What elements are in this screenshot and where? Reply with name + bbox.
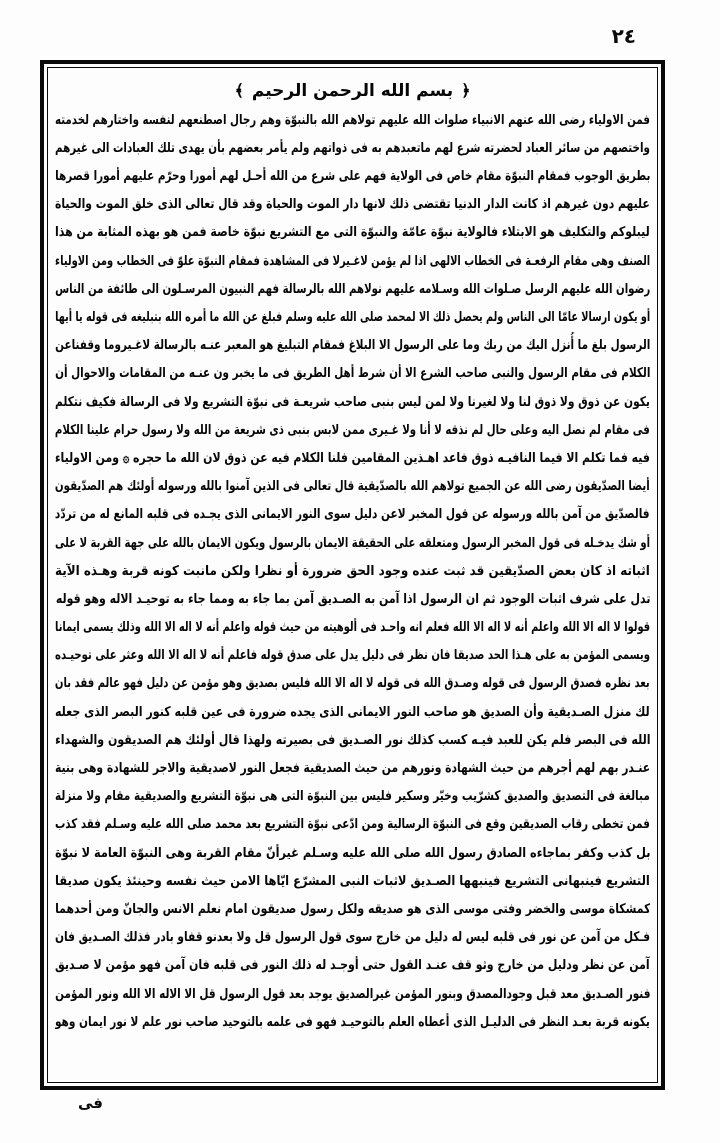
text-line-content: عليهم دون غيرهم اذ كانت الدار الدنيا تقتضى ذلك لانها دار الموت والحياة وقد قال تعالى الذى خلق الموت والحياة xyxy=(55,197,650,213)
text-line-content: كمشكاة موسى والخضر وفتى موسى الذى هو صديقه ولكل رسول صديقون امام نعلم الانس والجانّ ومن أحدهما xyxy=(55,901,650,917)
text-line xyxy=(55,304,650,332)
text-line-content: عنـدر بهم لهم أجرهم من حيث الشهادة ونورهم من حيث الصديقية فجعل النور لاصديقية والاجر للشهادة وهى بنية xyxy=(55,761,650,776)
catchword: فى xyxy=(78,1094,103,1112)
text-line-content: بعد نظره فصدق الرسول فى قوله وصـدق الله فى قوله لا اله الا الله فليس بصديق وهو مؤمن عن دليل فهو عالم فقد بان xyxy=(55,676,650,692)
text-line xyxy=(55,699,650,727)
text-line-content: فمن الاولياء رضى الله عنهم الانبياء صلوات الله عليهم تولاهم الله بالنبوّة وهم رجال اصطنعهم لنفسه واختارهم لخدمته xyxy=(55,112,650,128)
text-line-content: أو يكون ارسالا عامّا الى الناس ولم يحصل ذلك الا لمحمد صلى الله عليه وسلم فبلغ عن الله ما أمره الله بتبليغه فى قوله يا أيها xyxy=(55,310,650,325)
text-line xyxy=(55,811,650,839)
text-line xyxy=(55,896,650,924)
text-line xyxy=(55,868,650,896)
text-line-content: آمن عن نظر ودليل من خارج وثو قف عنـد القول حتى أوجـد له ذلك النور فى قلبه فان آمن فهو مؤمن لا صـديق xyxy=(55,958,650,974)
text-line-content: تدل على شرف اثبات الوجود ثم ان الرسول اذا آمن به الصـديق آمن بما جاء به ومما جاء به توحيـد الاله وهو قوله xyxy=(55,591,650,607)
text-line-content: الرسول بلغ ما أُنزل اليك من ربك وما على الرسول الا البلاغ فمقام التبليغ هو المعبر عنـه بالرسالة لاغـيروما وقفناعن xyxy=(55,338,650,354)
text-line xyxy=(55,670,650,698)
ornament-open-icon: ﴿ xyxy=(461,81,471,100)
text-line xyxy=(55,360,650,388)
text-line-content: مبالغة فى التصديق والصديق كشرّيب وخيّر وسكير فليس بين النبوّة التى هى نبوّة التشريع والصديقية مقام ولا منزلة xyxy=(55,789,650,805)
body-text-lines xyxy=(55,107,650,1037)
text-line xyxy=(55,389,650,417)
text-line xyxy=(55,219,650,247)
text-line-content: فيه فما تكلم الا فيما النافيـه ذوق فاعد اهـذين المقامين فلنا الكلام فيه عن ذوق لان الله ما حجره ۞ ومن الاولياء xyxy=(55,450,650,466)
text-line-content: فنور الصـديق معد قبل وجودالمصدق وبنور المؤمن غيرالصديق يوجد بعد قول الرسول قل الا الاله الا الله ونور المؤمن xyxy=(55,986,650,1002)
text-line xyxy=(55,558,650,586)
text-line xyxy=(55,276,650,304)
text-line xyxy=(55,163,650,191)
text-line xyxy=(55,783,650,811)
page-number: ٢٤ xyxy=(611,24,636,48)
ornament-close-icon: ﴾ xyxy=(234,81,244,100)
text-line-content: بل كذب وكفر بماجاءه الصادق رسول الله صلى الله عليه وسـلم غيرأنّ مقام القربة وهى النبوّة العامة لا نبوّة xyxy=(55,845,650,861)
text-line xyxy=(55,445,650,473)
text-line xyxy=(55,924,650,952)
text-line xyxy=(55,191,650,219)
text-line xyxy=(55,473,650,501)
text-line-content: بطريق الوجوب فمقام النبوّة مقام خاص فى الولاية فهم على شرع من الله أحـل لهم أمورا وحرّم عليهم أمورا قصرها xyxy=(55,169,650,185)
text-line-content: فى مقام لم نصل اليه وعلى حال لم نذقه لا أنا ولا غـيرى ممن لابس بنبى ذى شريعة من الله ولا رسول حرام علينا الكلام xyxy=(55,422,650,438)
text-line xyxy=(55,952,650,980)
text-line-content: لك منزل الصـديقية وأن الصديق هو صاحب النور الايمانى الذى يجده ضرورة فى عين قلبه كنور البصر الذى جعله xyxy=(55,704,650,720)
basmala-text: بسم الله الرحمن الرحيم xyxy=(251,81,454,101)
text-line-content: اثباته اذ كان بعض الصدّيقين قد ثبت عنده وجود الحق ضرورة أو نظرا ولكن مانبت كونه قربة وهـذه الآية xyxy=(55,563,650,579)
text-line xyxy=(55,501,650,529)
text-line xyxy=(55,840,650,868)
text-line-content: يكونه قربة بعـد النظر فى الدليـل الذى أعطاه العلم بالتوحيـد فهو فى علمه بالتوحيد صاحب نور علم لا نور ايمان وهو xyxy=(55,1014,650,1030)
text-line xyxy=(55,332,650,360)
text-line xyxy=(55,642,650,670)
text-line xyxy=(55,755,650,783)
text-line xyxy=(55,248,650,276)
text-line xyxy=(55,530,650,558)
text-line xyxy=(55,417,650,445)
text-line xyxy=(55,107,650,135)
text-line-content: فالصدّيق من آمن بالله ورسوله عن قول المخبر لاعن دليل سوى النور الايمانى الذى يجـده فى قلبه المانع له من تردّد xyxy=(55,507,650,523)
text-line-content: أو شك يدخـله فى قول المخبر الرسول ومتعلقه على الحقيقة الايمان بالرسول ويكون الايمان بالله على جهة القربة لا على xyxy=(55,535,650,551)
text-line-content: الكلام فى مقام الرسول والنبى صاحب الشرع الا أن شرط أهل الطريق فى ما يخبر ون عنـه من المقامات والاحوال أن xyxy=(55,366,650,382)
text-line-content: واختصهم من سائر العباد لحضرته شرع لهم ماتعبدهم به فى ذواتهم ولم يأمر بعضهم بأن يهدى تلك العبادات الى غيرهم xyxy=(55,140,650,156)
text-line xyxy=(55,586,650,614)
text-line-content: أيضا الصدّيقون رضى الله عن الجميع تولاهم الله بالصدّيقية قال تعالى فى الذين آمنوا بالله ورسوله أولئك هم الصدّيقون xyxy=(55,479,650,495)
text-line xyxy=(55,1009,650,1037)
text-line-content: يكون عن ذوق ولا ذوق لنا ولا لغيرنا ولا لمن ليس بنبى صاحب شريعـة فى نبوّة التشريع ولا فى الرسالة فكيف نتكلم xyxy=(55,394,650,410)
text-line-content: ليبلوكم والتكليف هو الابتلاء فالولاية نبوّة عامّة والنبوّة التى مع التشريع نبوّة خاصة فمن هو بهذه المثابة من هذا xyxy=(55,225,650,241)
text-line-content: ويسمى المؤمن به على هـذا الحد صديقا فان نظر فى دليل يدل على صدق قوله فاعلم أنه لا اله الا الله وعثر على توحيـده xyxy=(55,648,650,664)
text-line-content: فمن تخطى رقاب الصديقين وقع فى النبوّة الرسالية ومن ادّعى نبوّة التشريع بعد محمد صلى الله عليه وسـلم فقد كذب xyxy=(55,817,650,833)
text-line-content: فـكل من آمن عن نور فى قلبه ليس له دليل من خارج سوى قول الرسول قل ولا بعدنو قفاو بادر فذلك الصـديق فان xyxy=(55,930,650,946)
text-line-content: رضوان الله عليهم الرسل صـلوات الله وسـلامه عليهم نولاهم الله بالرسالة فهم النبيون المرسـلون الى طائفة من الناس xyxy=(55,281,650,297)
text-line xyxy=(55,981,650,1009)
text-line xyxy=(55,727,650,755)
basmala-heading xyxy=(55,82,650,101)
text-block xyxy=(48,66,657,1084)
text-line-content: قولوا لا اله الا الله واعلم أنه لا اله الا الله فعلم انه واحـد فى ألوهيته من حيث قوله واعلم أنه لا اله الا الله وذلك يسمى ايمانا xyxy=(55,620,650,636)
text-line-content: التشريع فينبهانى التشريع فينبهها الصـديق لاثبات النبى المشرّع ايّاها الامن حيث نفسه وحينئذ يكون صديقا xyxy=(55,873,650,889)
text-line xyxy=(55,614,650,642)
text-line-content: الصنف وهى مقام الرفعـة فى الخطاب الالهى اذا لم يؤمن لاغـيرلا فى المشاهدة فمقام النبوّة علوّ فى الخطاب ومن الاولياء xyxy=(55,253,650,269)
text-line xyxy=(55,135,650,163)
text-line-content: الله فى البصر فلم يكن للعبد فيـه كسب كذلك نور الصـديق فى بصيرته ولهذا قال أولئك هم الصديقون والشهداء xyxy=(55,732,650,748)
